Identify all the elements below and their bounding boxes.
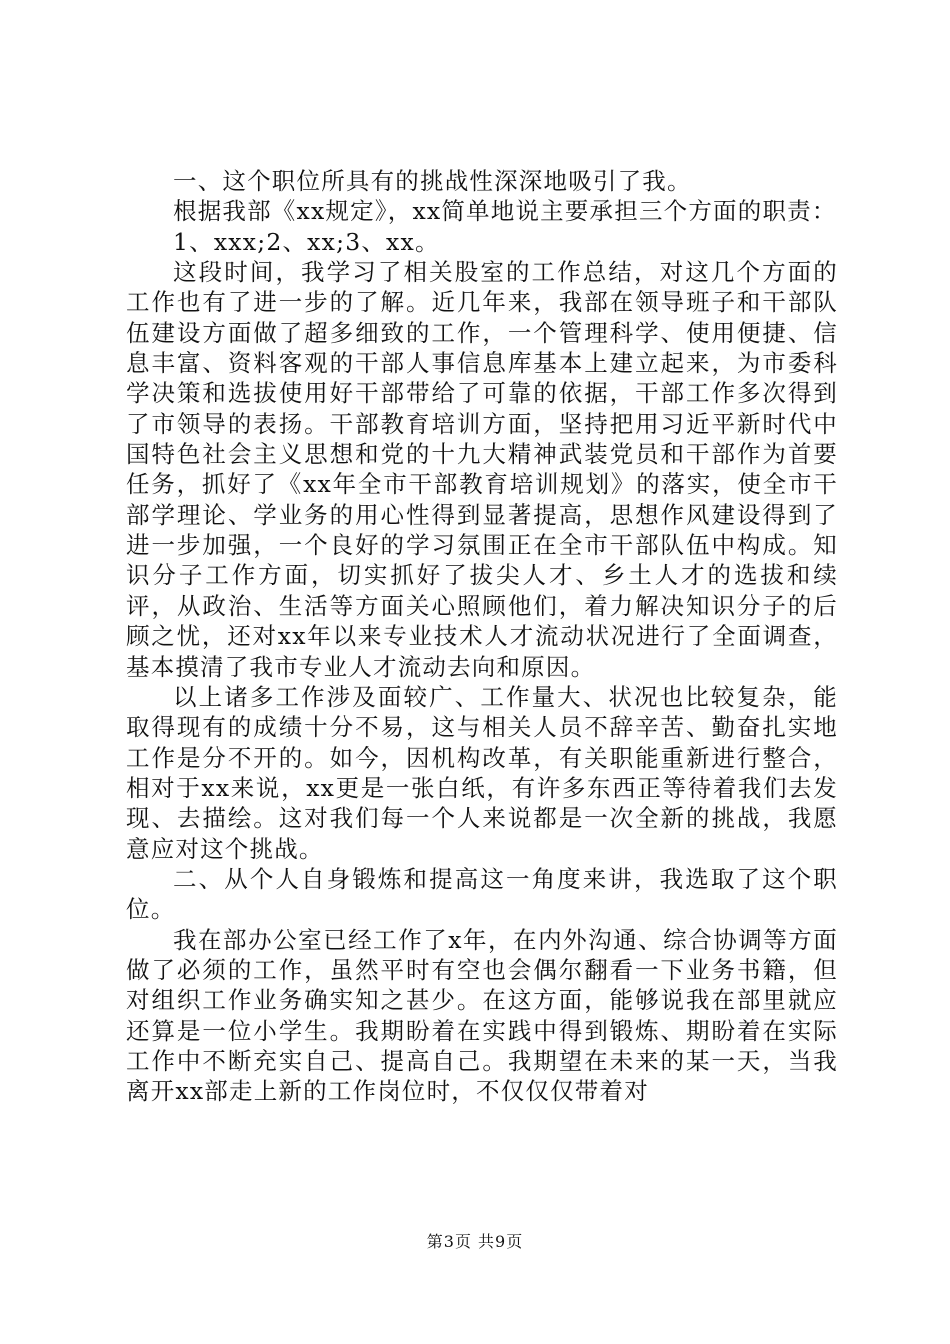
page-number: 第3页 共9页 (426, 1232, 524, 1251)
paragraph: 一、这个职位所具有的挑战性深深地吸引了我。 (173, 167, 692, 195)
page-footer (0, 1232, 950, 1252)
paragraph: 二、从个人自身锻炼和提高这一角度来讲，我选取了这个职位。 (126, 864, 838, 924)
paragraph: 以上诸多工作涉及面较广、工作量大、状况也比较复杂，能取得现有的成绩十分不易，这与相关人员不辞辛苦、勤奋扎实地工作是分不开的。如今，因机构改革，有关职能重新进行整合，相对于xx来说，xx更是一张白纸，有许多东西正等待着我们去发现、去描绘。这对我们每一个人来说都是一次全新的挑战，我愿意应对这个挑战。 (126, 682, 838, 863)
paragraph: 1、xxx;2、xx;3、xx。 (173, 227, 440, 256)
document-body (126, 166, 838, 1107)
paragraph: 我在部办公室已经工作了x年，在内外沟通、综合协调等方面做了必须的工作，虽然平时有空也会偶尔翻看一下业务书籍，但对组织工作业务确实知之甚少。在这方面，能够说我在部里就应还算是一位小学生。我期盼着在实践中得到锻炼、期盼着在实际工作中不断充实自己、提高自己。我期望在未来的某一天，当我离开xx部走上新的工作岗位时，不仅仅仅带着对 (126, 925, 838, 1106)
paragraph: 这段时间，我学习了相关股室的工作总结，对这几个方面的工作也有了进一步的了解。近几年来，我部在领导班子和干部队伍建设方面做了超多细致的工作，一个管理科学、使用便捷、信息丰富、资料客观的干部人事信息库基本上建立起来，为市委科学决策和选拔使用好干部带给了可靠的依据，干部工作多次得到了市领导的表扬。干部教育培训方面，坚持把用习近平新时代中国特色社会主义思想和党的十九大精神武装党员和干部作为首要任务，抓好了《xx年全市干部教育培训规划》的落实，使全市干部学理论、学业务的用心性得到显著提高，思想作风建设得到了进一步加强，一个良好的学习氛围正在全市干部队伍中构成。知识分子工作方面，切实抓好了拔尖人才、乡土人才的选拔和续评，从政治、生活等方面关心照顾他们，着力解决知识分子的后顾之忧，还对xx年以来专业技术人才流动状况进行了全面调查，基本摸清了我市专业人才流动去向和原因。 (126, 258, 838, 681)
paragraph: 根据我部《xx规定》，xx简单地说主要承担三个方面的职责： (173, 197, 837, 226)
